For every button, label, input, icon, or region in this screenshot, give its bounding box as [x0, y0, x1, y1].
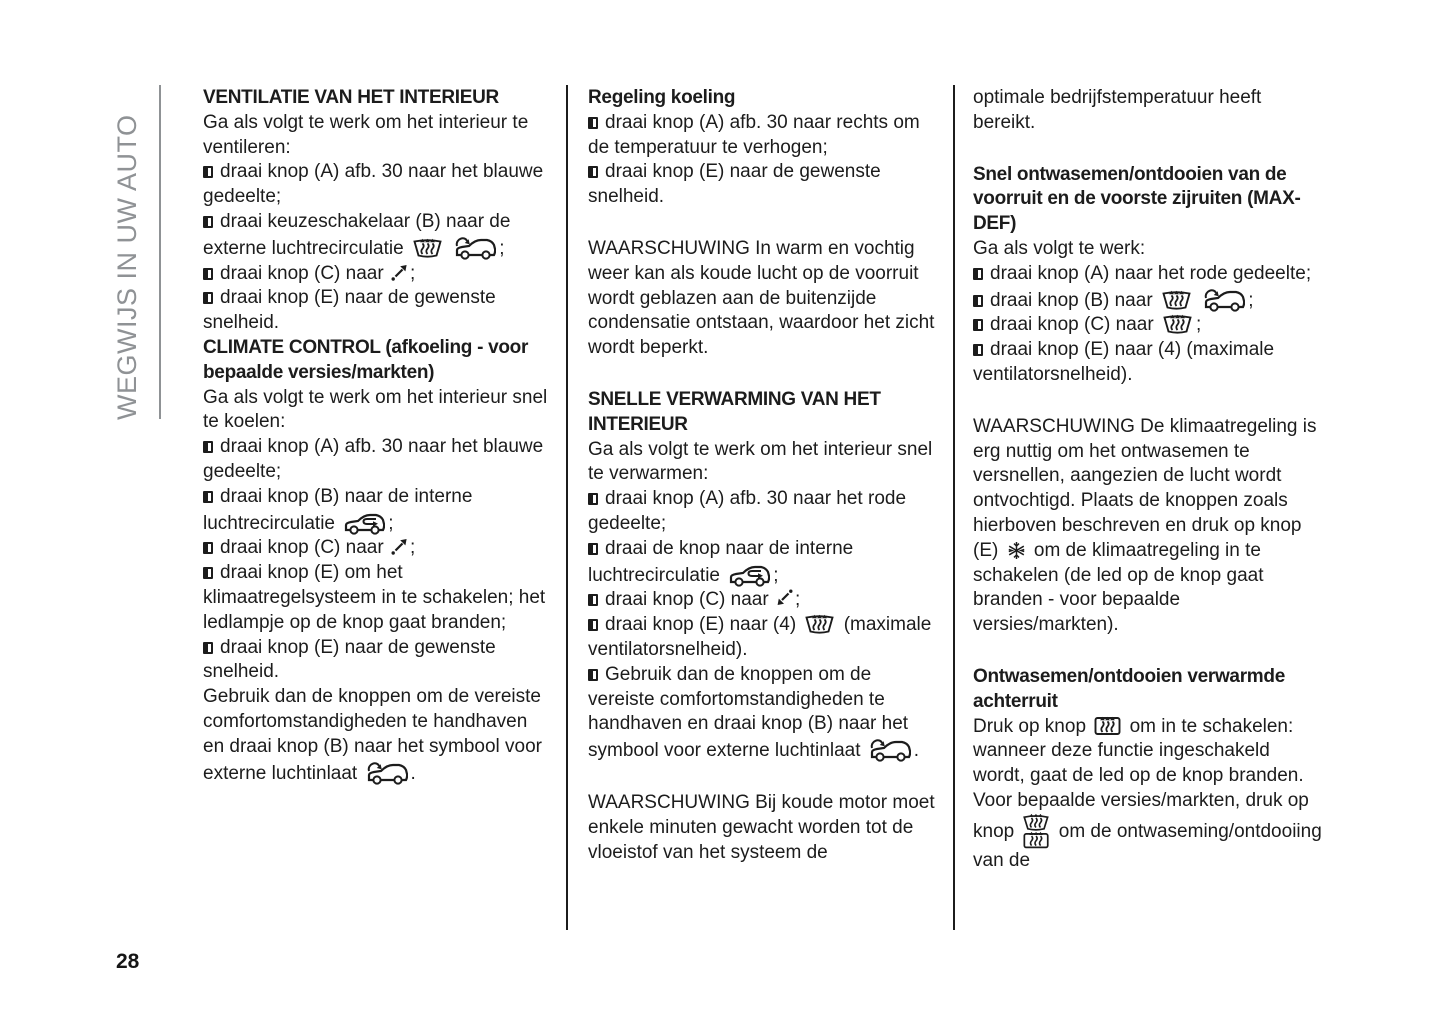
bullet-square-icon: [203, 441, 213, 453]
text-run: ;: [794, 589, 801, 611]
section-heading: [973, 163, 1323, 237]
text-run: draai knop (A) afb. 30 naar het blauwe gedeelte;: [203, 161, 544, 208]
bullet-square-icon: [203, 491, 213, 503]
bullet-square-icon: [588, 594, 598, 606]
air-to-feet-icon: [775, 588, 794, 608]
bullet-item: [973, 262, 1323, 287]
bullet-item: [973, 287, 1323, 314]
windshield-demist-icon: [1161, 290, 1192, 311]
bullet-item: [203, 210, 548, 262]
bullet-square-icon: [588, 117, 598, 129]
text-run: Ga als volgt te werk:: [973, 237, 1146, 259]
bullet-square-icon: [588, 669, 598, 681]
text-run: Snel ontwasemen/ontdooien van de voorruit en de voorste zijruiten (MAX-DEF): [973, 163, 1301, 235]
windshield-demist-icon: [804, 614, 835, 635]
text-run: draai knop (E) naar de gewenste snelheid.: [588, 161, 881, 208]
column-right: [973, 86, 1323, 874]
bullet-square-icon: [588, 166, 598, 178]
text-run: draai knop (E) naar de gewenste snelheid.: [203, 636, 496, 683]
bullet-item: [973, 338, 1323, 388]
text-run: draai knop (A) afb. 30 naar rechts om de temperatuur te verhogen;: [588, 111, 920, 158]
air-to-face-icon: [390, 536, 409, 556]
text-run: optimale bedrijfstemperatuur heeft bereikt.: [973, 87, 1262, 133]
air-to-face-icon: [390, 262, 409, 282]
text-run: Voor bepaalde versies/markten, druk op knop: [973, 789, 1309, 842]
text-run: Druk op knop: [973, 715, 1092, 737]
column-left: [203, 86, 548, 786]
bullet-square-icon: [973, 295, 983, 307]
car-external-air-icon: [454, 235, 496, 261]
text-run: ;: [409, 537, 416, 559]
paragraph: [973, 237, 1323, 262]
bullet-item: [588, 613, 938, 663]
car-external-air-icon: [1203, 287, 1245, 313]
paragraph: [973, 789, 1323, 874]
text-run: [1195, 290, 1200, 311]
text-run: draai knop (E) om het klimaatregelsysteem in te schakelen; het ledlampje op de knop gaat branden;: [203, 562, 546, 633]
text-run: draai knop (B) naar: [990, 289, 1158, 311]
text-run: .: [913, 740, 920, 762]
paragraph: [973, 415, 1323, 638]
max-def-combined-icon: [1022, 814, 1050, 849]
text-run: draai knop (E) naar (4): [605, 614, 802, 636]
text-run: draai knop (A) afb. 30 naar het blauwe gedeelte;: [203, 436, 544, 482]
car-recirculation-icon: [728, 562, 770, 588]
text-run: ;: [773, 564, 779, 586]
bullet-square-icon: [973, 344, 983, 356]
paragraph: [588, 438, 938, 488]
bullet-item: [203, 485, 548, 537]
paragraph: [203, 111, 548, 161]
bullet-square-icon: [203, 292, 213, 304]
bullet-item: [203, 561, 548, 635]
text-run: (maximale ventilatorsnelheid).: [588, 614, 932, 660]
bullet-square-icon: [203, 642, 213, 654]
text-run: VENTILATIE VAN HET INTERIEUR: [203, 87, 499, 108]
paragraph: [203, 685, 548, 786]
text-run: Gebruik dan de knoppen om de vereiste comfortomstandigheden te handhaven en draai knop (B) naar het symbool voor externe luchtinlaat: [203, 686, 543, 784]
section-heading: [588, 86, 938, 111]
text-run: draai de knop naar de interne luchtrecirculatie: [588, 537, 854, 586]
section-heading: [203, 86, 548, 111]
bullet-item: [203, 435, 548, 485]
text-run: WAARSCHUWING De klimaatregeling is erg nuttig om het ontwasemen te versnellen, aangezien de lucht wordt ontvochtigd. Plaats de knoppen zoals hierboven beschreven en druk op knop (E): [973, 415, 1317, 561]
text-run: [446, 238, 451, 259]
bullet-square-icon: [203, 567, 213, 579]
windshield-demist-icon: [412, 238, 443, 259]
text-run: draai knop (A) naar het rode gedeelte;: [990, 262, 1312, 284]
section-heading: [973, 665, 1323, 715]
bullet-square-icon: [588, 493, 598, 505]
text-run: draai knop (A) afb. 30 naar het rode gedeelte;: [588, 488, 907, 534]
windshield-demist-icon: [1162, 314, 1193, 335]
bullet-item: [588, 160, 938, 210]
bullet-square-icon: [973, 268, 983, 280]
text-run: draai keuzeschakelaar (B) naar de externe luchtrecirculatie: [203, 210, 511, 259]
text-run: draai knop (E) naar (4) (maximale ventilatorsnelheid).: [973, 339, 1275, 385]
bullet-item: [588, 111, 938, 161]
text-run: draai knop (C) naar: [990, 314, 1159, 336]
text-run: draai knop (C) naar: [605, 589, 774, 611]
bullet-item: [973, 313, 1323, 338]
section-heading: [588, 388, 938, 438]
text-run: draai knop (C) naar: [220, 537, 389, 559]
paragraph: [588, 237, 938, 361]
text-run: SNELLE VERWARMING VAN HET INTERIEUR: [588, 388, 881, 435]
text-run: WAARSCHUWING In warm en vochtig weer kan als koude lucht op de voorruit wordt geblazen aan de buitenzijde condensatie ontstaan, waardoor het zicht wordt beperkt.: [588, 237, 935, 359]
text-run: Gebruik dan de knoppen om de vereiste comfortomstandigheden te handhaven en draai knop (B) naar het symbool voor externe luchtinlaat: [588, 663, 909, 762]
bullet-item: [588, 588, 938, 613]
paragraph: [203, 386, 548, 436]
snowflake-icon: [1007, 541, 1026, 560]
text-run: .: [410, 762, 416, 784]
text-run: CLIMATE CONTROL (afkoeling - voor bepaalde versies/markten): [203, 336, 529, 383]
text-run: ;: [1248, 289, 1254, 311]
bullet-square-icon: [203, 542, 213, 554]
sidebar-rule: [159, 85, 161, 419]
car-recirculation-icon: [343, 510, 385, 536]
car-external-air-icon: [366, 760, 408, 786]
sidebar-section-label: WEGWIJS IN UW AUTO: [112, 114, 142, 420]
bullet-item: [588, 537, 938, 589]
text-run: ;: [499, 237, 505, 259]
text-run: draai knop (E) naar de gewenste snelheid.: [203, 287, 496, 334]
text-run: Ga als volgt te werk om het interieur snel te verwarmen:: [588, 438, 933, 485]
page-number: 28: [116, 950, 140, 973]
text-run: ;: [388, 512, 394, 534]
bullet-square-icon: [203, 166, 213, 178]
text-run: om de ontwaseming/ontdooiing van de: [973, 820, 1322, 871]
column-divider: [953, 85, 955, 930]
text-run: Ga als volgt te werk om het interieur snel te koelen:: [203, 386, 548, 433]
text-run: ;: [1195, 314, 1202, 336]
car-external-air-icon: [869, 737, 911, 763]
bullet-square-icon: [203, 268, 213, 280]
bullet-item: [203, 636, 548, 686]
text-run: draai knop (B) naar de interne luchtrecirculatie: [203, 485, 473, 534]
bullet-square-icon: [588, 543, 598, 555]
rear-window-heat-icon: [1094, 716, 1121, 736]
text-run: ;: [409, 262, 416, 284]
text-run: Regeling koeling: [588, 87, 736, 108]
column-divider: [566, 85, 568, 930]
paragraph: [973, 86, 1323, 136]
bullet-item: [203, 160, 548, 210]
column-middle: [588, 86, 938, 865]
paragraph: [973, 715, 1323, 789]
text-run: Ontwasemen/ontdooien verwarmde achterruit: [973, 665, 1285, 712]
text-run: draai knop (C) naar: [220, 262, 389, 284]
bullet-item: [203, 262, 548, 287]
paragraph: [588, 791, 938, 865]
text-run: om in te schakelen: wanneer deze functie ingeschakeld wordt, gaat de led op de knop branden.: [973, 715, 1304, 787]
text-run: om de klimaatregeling in te schakelen (de led op de knop gaat branden - voor bepaalde versies/markten).: [973, 539, 1264, 636]
section-heading: [203, 336, 548, 386]
bullet-item: [588, 487, 938, 537]
text-run: WAARSCHUWING Bij koude motor moet enkele minuten gewacht worden tot de vloeistof van het systeem de: [588, 791, 935, 863]
bullet-item: [203, 536, 548, 561]
bullet-square-icon: [203, 216, 213, 228]
bullet-item: [588, 663, 938, 764]
text-run: Ga als volgt te werk om het interieur te ventileren:: [203, 111, 529, 158]
bullet-square-icon: [973, 319, 983, 331]
bullet-square-icon: [588, 619, 598, 631]
bullet-item: [203, 286, 548, 336]
